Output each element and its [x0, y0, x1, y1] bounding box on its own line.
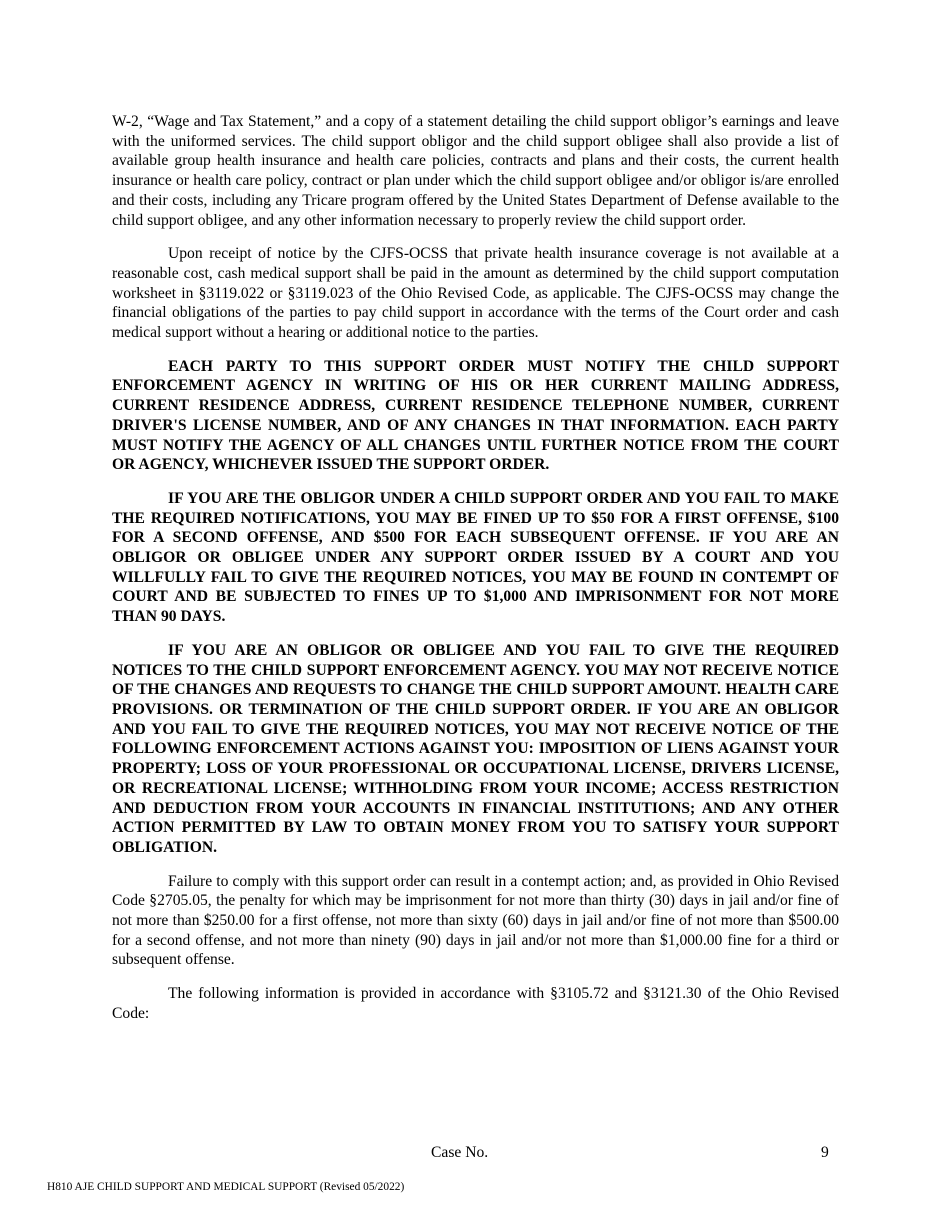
paragraph-contempt-penalty: Failure to comply with this support order can result in a contempt action; and, as provided in Ohio Revised Code §2705.05, the penalty for which may be imprisonment for not more than thirty (30) days in jail and/or fine of not more than $250.00 for a first offense, not more than sixty (60) days in jail and/or fine of not more than $500.00 for a second offense, and not more than ninety (90) days in jail and/or not more than $1,000.00 fine for a third or subsequent offense.: [112, 872, 839, 969]
paragraph-ohio-revised-code: The following information is provided in accordance with §3105.72 and §3121.30 of the Ohio Revised Code:: [112, 985, 839, 1022]
page-number: 9: [821, 1144, 829, 1161]
notice-enforcement-actions: IF YOU ARE AN OBLIGOR OR OBLIGEE AND YOU FAIL TO GIVE THE REQUIRED NOTICES TO THE CHILD SUPPORT ENFORCEMENT AGENCY. YOU MAY NOT RECEIVE NOTICE OF THE CHANGES AND REQUESTS TO CHANGE THE CHILD SUPPORT AMOUNT. HEALTH CARE PROVISIONS. OR TERMINATION OF THE CHILD SUPPORT ORDER. IF YOU ARE AN OBLIGOR AND YOU FAIL TO GIVE THE REQUIRED NOTICES, YOU MAY NOT RECEIVE NOTICE OF THE FOLLOWING ENFORCEMENT ACTIONS AGAINST YOU: IMPOSITION OF LIENS AGAINST YOUR PROPERTY; LOSS OF YOUR PROFESSIONAL OR OCCUPATIONAL LICENSE, DRIVERS LICENSE, OR RECREATIONAL LICENSE; WITHHOLDING FROM YOUR INCOME; ACCESS RESTRICTION AND DEDUCTION FROM YOUR ACCOUNTS IN FINANCIAL INSTITUTIONS; AND ANY OTHER ACTION PERMITTED BY LAW TO OBTAIN MONEY FROM YOU TO SATISFY YOUR SUPPORT OBLIGATION.: [112, 641, 839, 856]
document-body: [112, 112, 839, 1038]
form-identifier: H810 AJE CHILD SUPPORT AND MEDICAL SUPPORT (Revised 05/2022): [47, 1181, 405, 1193]
notice-fines: IF YOU ARE THE OBLIGOR UNDER A CHILD SUPPORT ORDER AND YOU FAIL TO MAKE THE REQUIRED NOTIFICATIONS, YOU MAY BE FINED UP TO $50 FOR A FIRST OFFENSE, $100 FOR A SECOND OFFENSE, AND $500 FOR EACH SUBSEQUENT OFFENSE. IF YOU ARE AN OBLIGOR OR OBLIGEE UNDER ANY SUPPORT ORDER ISSUED BY A COURT AND YOU WILLFULLY FAIL TO GIVE THE REQUIRED NOTICES, YOU MAY BE FOUND IN CONTEMPT OF COURT AND BE SUBJECTED TO FINES UP TO $1,000 AND IMPRISONMENT FOR NOT MORE THAN 90 DAYS.: [112, 489, 839, 626]
notice-address-changes: EACH PARTY TO THIS SUPPORT ORDER MUST NOTIFY THE CHILD SUPPORT ENFORCEMENT AGENCY IN WRITING OF HIS OR HER CURRENT MAILING ADDRESS, CURRENT RESIDENCE ADDRESS, CURRENT RESIDENCE TELEPHONE NUMBER, CURRENT DRIVER'S LICENSE NUMBER, AND OF ANY CHANGES IN THAT INFORMATION. EACH PARTY MUST NOTIFY THE AGENCY OF ALL CHANGES UNTIL FURTHER NOTICE FROM THE COURT OR AGENCY, WHICHEVER ISSUED THE SUPPORT ORDER.: [112, 357, 839, 474]
paragraph-w2-statement: W-2, “Wage and Tax Statement,” and a copy of a statement detailing the child support obligor’s earnings and leave with the uniformed services. The child support obligor and the child support obligee shall also provide a list of available group health insurance and health care policies, contracts and plans and their costs, the current health insurance or health care policy, contract or plan under which the child support obligee and/or obligor is/are enrolled and their costs, including any Tricare program offered by the United States Department of Defense available to the child support obligee, and any other information necessary to properly review the child support order.: [112, 113, 839, 229]
paragraph-cash-medical-support: Upon receipt of notice by the CJFS-OCSS that private health insurance coverage is not available at a reasonable cost, cash medical support shall be paid in the amount as determined by the child support computation worksheet in §3119.022 or §3119.023 of the Ohio Revised Code, as applicable. The CJFS-OCSS may change the financial obligations of the parties to pay child support in accordance with the terms of the Court order and cash medical support without a hearing or additional notice to the parties.: [112, 245, 839, 342]
case-number-label: Case No.: [431, 1144, 489, 1161]
